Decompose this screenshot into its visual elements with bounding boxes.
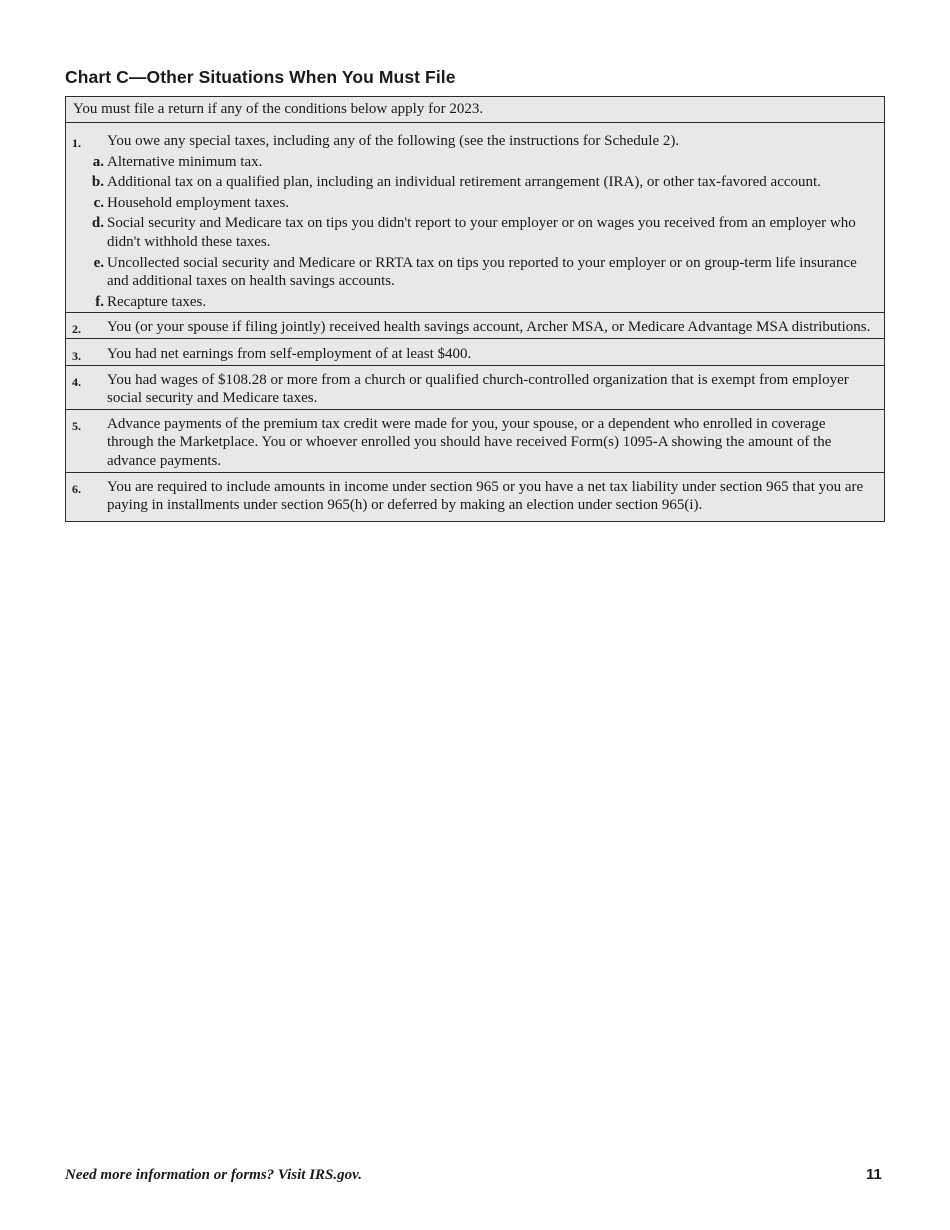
row-text: You owe any special taxes, including any of the following (see the instructions for Schedule 2).: [107, 133, 680, 149]
subitem-letter: b.: [91, 174, 104, 191]
filing-conditions-chart: [65, 96, 885, 522]
chart-row-4: [66, 366, 884, 410]
subitem: [91, 173, 872, 192]
chart-row-3: [66, 339, 884, 366]
chart-row-1: [66, 123, 884, 313]
subitem-letter: d.: [91, 215, 104, 232]
row-text: Advance payments of the premium tax credit were made for you, your spouse, or a dependent who enrolled in coverage through the Marketplace. You or whoever enrolled you should have received Form(s) 1095-A showing the amount of the advance payments.: [107, 415, 832, 469]
subitem-list: [91, 153, 884, 312]
row-number: 2.: [72, 322, 81, 337]
subitem: [95, 293, 872, 312]
subitem-text: Additional tax on a qualified plan, including an individual retirement arrangement (IRA), or other tax-favored account.: [107, 174, 821, 191]
page-number: 11: [866, 1166, 882, 1183]
row-number: 1.: [72, 136, 81, 150]
subitem-letter: c.: [93, 194, 104, 211]
subitem-letter: f.: [95, 293, 104, 310]
subitem-letter: e.: [93, 254, 104, 271]
row-text: You had net earnings from self-employment of at least $400.: [107, 345, 472, 362]
row-number: 4.: [72, 374, 81, 389]
chart-row-2: [66, 313, 884, 339]
chart-row-6: [66, 473, 884, 521]
row-text: You (or your spouse if filing jointly) received health savings account, Archer MSA, or Medicare Advantage MSA distributions.: [107, 319, 871, 336]
subitem: [93, 194, 872, 213]
row-text: You are required to include amounts in income under section 965 or you have a net tax liability under section 965 that you are paying in installments under section 965(h) or deferred by making an election under section 965(i).: [107, 478, 864, 514]
chart-intro: You must file a return if any of the conditions below apply for 2023.: [66, 97, 884, 123]
subitem-text: Uncollected social security and Medicare or RRTA tax on tips you reported to your employer or on group-term life insurance and additional taxes on health savings accounts.: [107, 254, 857, 290]
chart-title: Chart C—Other Situations When You Must File: [65, 67, 456, 87]
subitem: [93, 254, 872, 291]
row-number: 3.: [72, 348, 81, 363]
row-number: 5.: [72, 418, 81, 433]
subitem: [92, 153, 872, 172]
chart-row-5: [66, 410, 884, 473]
row-text: You had wages of $108.28 or more from a church or qualified church-controlled organization that is exempt from employer social security and Medicare taxes.: [107, 371, 849, 407]
subitem-letter: a.: [92, 153, 104, 170]
subitem-text: Household employment taxes.: [107, 194, 290, 211]
footer-note: Need more information or forms? Visit IRS.gov.: [65, 1167, 362, 1183]
subitem-text: Recapture taxes.: [107, 293, 207, 310]
subitem-text: Social security and Medicare tax on tips you didn't report to your employer or on wages you received from an employer who didn't withhold these taxes.: [107, 215, 856, 250]
row-number: 6.: [72, 481, 81, 496]
subitem-text: Alternative minimum tax.: [107, 153, 263, 170]
subitem: [91, 214, 872, 251]
